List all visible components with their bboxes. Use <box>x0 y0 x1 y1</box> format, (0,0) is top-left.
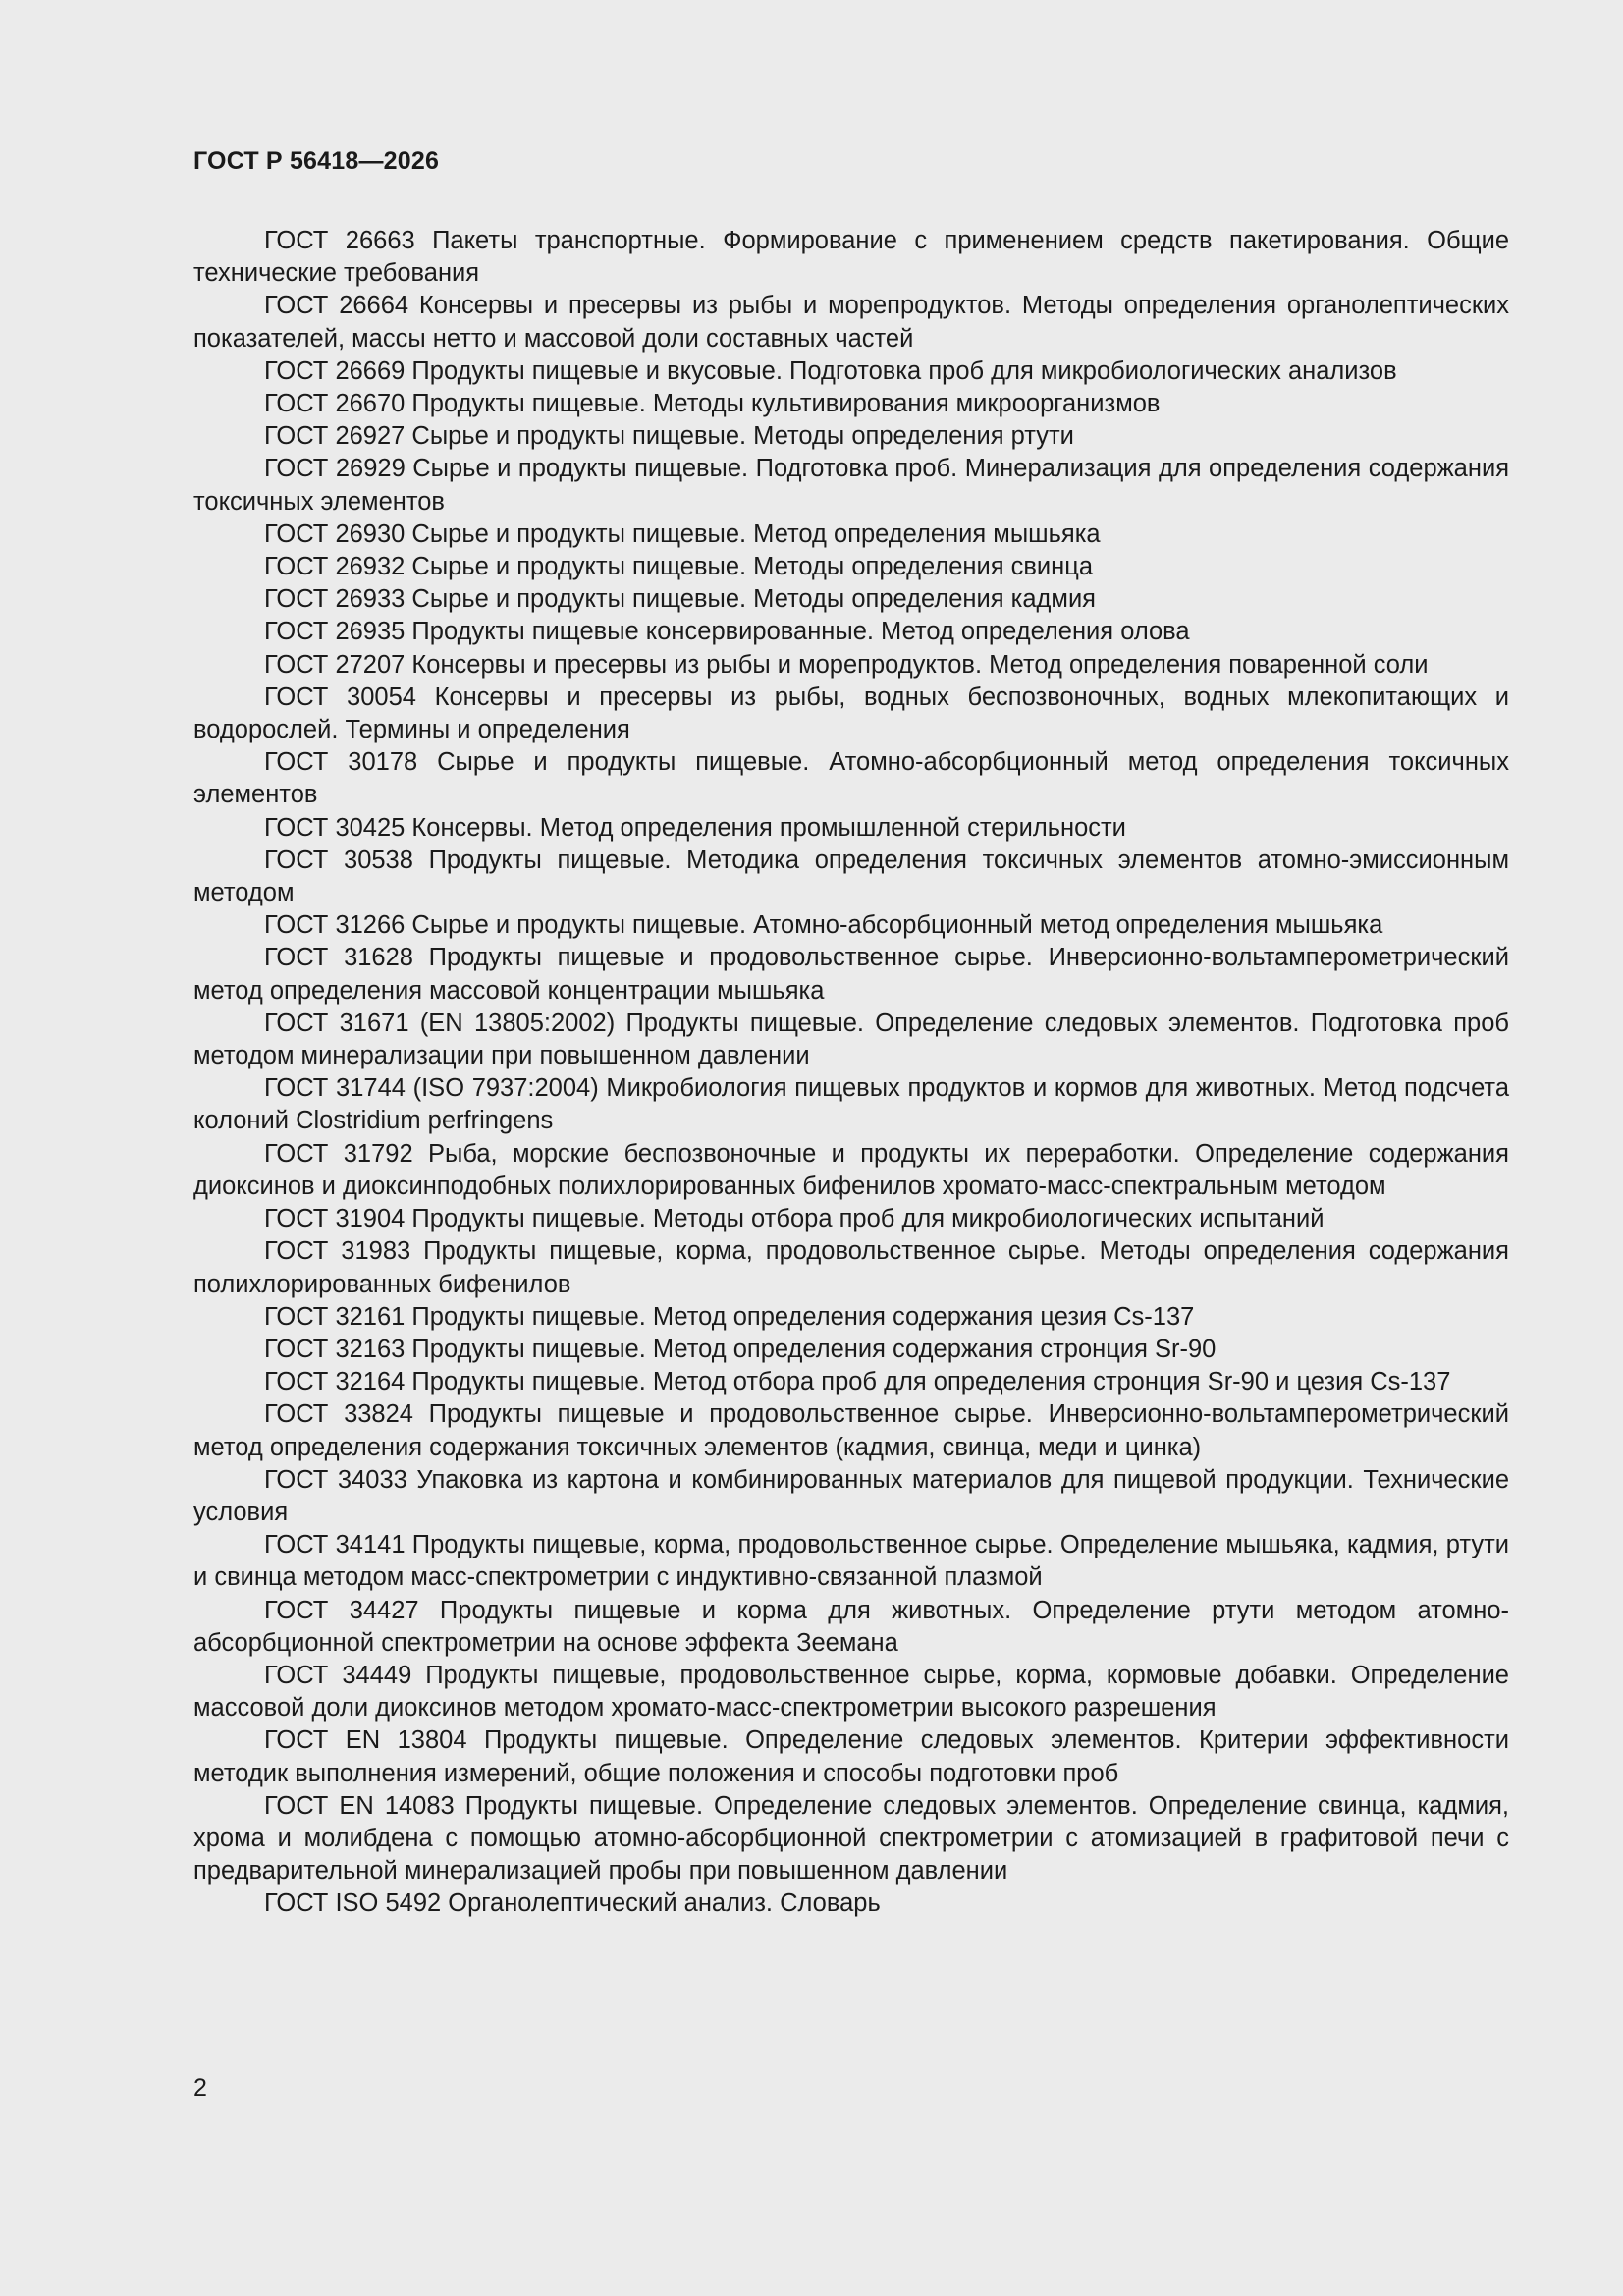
document-header: ГОСТ Р 56418—2026 <box>193 147 440 175</box>
reference-item: ГОСТ EN 14083 Продукты пищевые. Определение следовых элементов. Определение свинца, кадмия, хрома и молибдена с помощью атомно-абсорбционной спектрометрии с атомизацией в графитовой печи с предварительной минерализацией пробы при повышенном давлении <box>193 1791 1509 1886</box>
reference-item: ГОСТ 30425 Консервы. Метод определения промышленной стерильности <box>264 813 1126 842</box>
reference-item: ГОСТ 34033 Упаковка из картона и комбинированных материалов для пищевой продукции. Технические условия <box>193 1465 1509 1526</box>
reference-item: ГОСТ 34141 Продукты пищевые, корма, продовольственное сырье. Определение мышьяка, кадмия, ртути и свинца методом масс-спектрометрии с индуктивно-связанной плазмой <box>193 1531 1509 1592</box>
reference-item: ГОСТ 32163 Продукты пищевые. Метод определения содержания стронция Sr-90 <box>264 1335 1217 1363</box>
normative-references-list <box>193 225 1509 1921</box>
reference-item: ГОСТ 26930 Сырье и продукты пищевые. Метод определения мышьяка <box>264 519 1101 548</box>
reference-item: ГОСТ 26663 Пакеты транспортные. Формирование с применением средств пакетирования. Общие технические требования <box>193 227 1509 288</box>
reference-item: ГОСТ 27207 Консервы и пресервы из рыбы и морепродуктов. Метод определения поваренной соли <box>264 650 1429 679</box>
reference-item: ГОСТ 31744 (ISO 7937:2004) Микробиология пищевых продуктов и кормов для животных. Метод подсчета колоний Clostridium perfringens <box>193 1074 1509 1135</box>
reference-item: ГОСТ 31671 (EN 13805:2002) Продукты пищевые. Определение следовых элементов. Подготовка проб методом минерализации при повышенном давлении <box>193 1009 1509 1070</box>
page-number: 2 <box>193 2074 207 2102</box>
reference-item: ГОСТ 30178 Сырье и продукты пищевые. Атомно-абсорбционный метод определения токсичных элементов <box>193 748 1509 809</box>
reference-item: ГОСТ 34427 Продукты пищевые и корма для животных. Определение ртути методом атомно-абсорбционной спектрометрии на основе эффекта Зеемана <box>193 1596 1509 1657</box>
reference-item: ГОСТ 26927 Сырье и продукты пищевые. Методы определения ртути <box>264 422 1074 451</box>
reference-item: ГОСТ ISO 5492 Органолептический анализ. Словарь <box>264 1889 881 1918</box>
reference-item: ГОСТ 26664 Консервы и пресервы из рыбы и морепродуктов. Методы определения органолептических показателей, массы нетто и массовой доли составных частей <box>193 292 1509 353</box>
reference-item: ГОСТ 32161 Продукты пищевые. Метод определения содержания цезия Cs-137 <box>264 1302 1195 1331</box>
reference-item: ГОСТ 26929 Сырье и продукты пищевые. Подготовка проб. Минерализация для определения содержания токсичных элементов <box>193 455 1509 516</box>
reference-item: ГОСТ 31983 Продукты пищевые, корма, продовольственное сырье. Методы определения содержания полихлорированных бифенилов <box>193 1237 1509 1298</box>
reference-item: ГОСТ 31792 Рыба, морские беспозвоночные и продукты их переработки. Определение содержания диоксинов и диоксинподобных полихлорированных бифенилов хромато-масс-спектральным методом <box>193 1139 1509 1200</box>
reference-item: ГОСТ 26670 Продукты пищевые. Методы культивирования микроорганизмов <box>264 390 1161 418</box>
reference-item: ГОСТ 34449 Продукты пищевые, продовольственное сырье, корма, кормовые добавки. Определение массовой доли диоксинов методом хромато-масс-спектрометрии высокого разрешения <box>193 1661 1509 1722</box>
reference-item: ГОСТ 26669 Продукты пищевые и вкусовые. Подготовка проб для микробиологических анализов <box>264 356 1397 385</box>
reference-item: ГОСТ 31628 Продукты пищевые и продовольственное сырье. Инверсионно-вольтамперометрический метод определения массовой концентрации мышьяка <box>193 944 1509 1005</box>
reference-item: ГОСТ 30054 Консервы и пресервы из рыбы, водных беспозвоночных, водных млекопитающих и водорослей. Термины и определения <box>193 683 1509 744</box>
reference-item: ГОСТ 30538 Продукты пищевые. Методика определения токсичных элементов атомно-эмиссионным методом <box>193 846 1509 907</box>
reference-item: ГОСТ 31266 Сырье и продукты пищевые. Атомно-абсорбционный метод определения мышьяка <box>264 911 1383 940</box>
reference-item: ГОСТ 31904 Продукты пищевые. Методы отбора проб для микробиологических испытаний <box>264 1205 1325 1233</box>
reference-item: ГОСТ 32164 Продукты пищевые. Метод отбора проб для определения стронция Sr-90 и цезия Cs-137 <box>264 1368 1451 1396</box>
reference-item: ГОСТ EN 13804 Продукты пищевые. Определение следовых элементов. Критерии эффективности методик выполнения измерений, общие положения и способы подготовки проб <box>193 1726 1509 1787</box>
reference-item: ГОСТ 26932 Сырье и продукты пищевые. Методы определения свинца <box>264 553 1094 581</box>
reference-item: ГОСТ 26933 Сырье и продукты пищевые. Методы определения кадмия <box>264 585 1096 614</box>
reference-item: ГОСТ 26935 Продукты пищевые консервированные. Метод определения олова <box>264 618 1190 646</box>
reference-item: ГОСТ 33824 Продукты пищевые и продовольственное сырье. Инверсионно-вольтамперометрический метод определения содержания токсичных элементов (кадмия, свинца, меди и цинка) <box>193 1400 1509 1461</box>
